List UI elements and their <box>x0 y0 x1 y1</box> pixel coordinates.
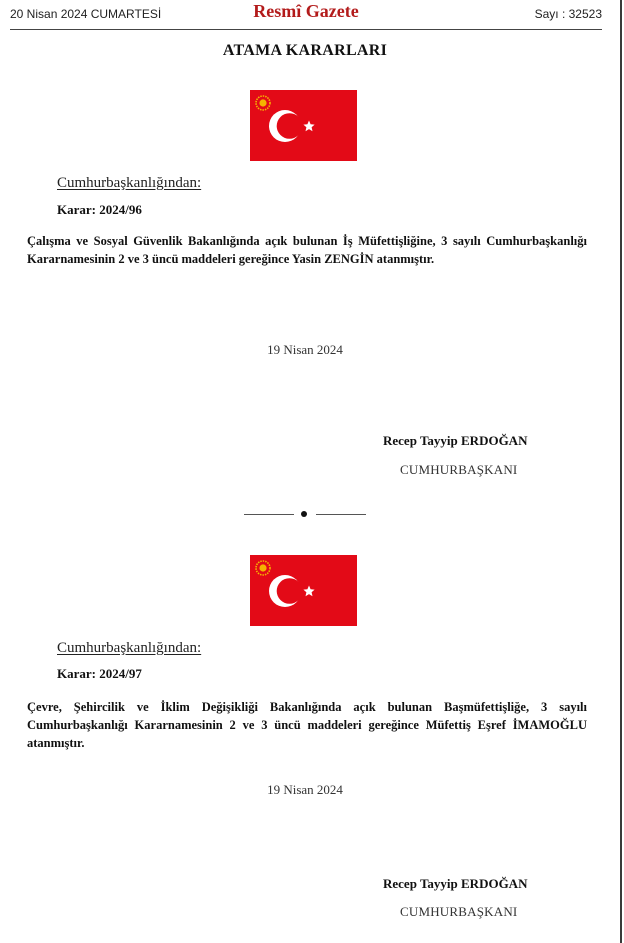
decree-1-text: Çalışma ve Sosyal Güvenlik Bakanlığında açık bulunan İş Müfettişliğine, 3 sayılı Cumhurbaşkanlığı Kararnamesinin 2 ve 3 üncü maddeleri gereğince Yasin ZENGİN atanmıştır. <box>27 234 587 266</box>
decree-1-date: 19 Nisan 2024 <box>267 342 343 357</box>
decree-2-date: 19 Nisan 2024 <box>267 782 343 797</box>
decree-2-text: Çevre, Şehircilik ve İklim Değişikliği Bakanlığında açık bulunan Başmüfettişliğe, 3 sayılı Cumhurbaşkanlığı Kararnamesinin 2 ve 3 üncü maddeleri gereğince Müfettiş Eşref İMAMOĞLU atanmıştır. <box>27 700 587 750</box>
turkish-flag-icon <box>250 90 357 161</box>
decree-2-signer-name: Recep Tayyip ERDOĞAN <box>383 876 528 891</box>
decree-1-source: Cumhurbaşkanlığından: <box>57 175 202 191</box>
decree-2-signer-title: CUMHURBAŞKANI <box>400 904 518 919</box>
decree-separator <box>244 509 366 519</box>
decree-1-number: Karar: 2024/96 <box>57 202 142 217</box>
header-date: 20 Nisan 2024 CUMARTESİ <box>10 7 162 21</box>
turkish-flag-icon <box>250 555 357 626</box>
decree-2-number: Karar: 2024/97 <box>57 666 142 681</box>
gazette-title: Resmî Gazete <box>253 1 359 21</box>
decree-1-signer-title: CUMHURBAŞKANI <box>400 462 518 477</box>
decree-2-source: Cumhurbaşkanlığından: <box>57 640 202 656</box>
page-right-border <box>620 0 622 943</box>
gazette-header <box>10 0 602 30</box>
decree-1-signer-name: Recep Tayyip ERDOĞAN <box>383 433 528 448</box>
section-title: ATAMA KARARLARI <box>222 42 388 59</box>
issue-number: Sayı : 32523 <box>534 7 602 21</box>
